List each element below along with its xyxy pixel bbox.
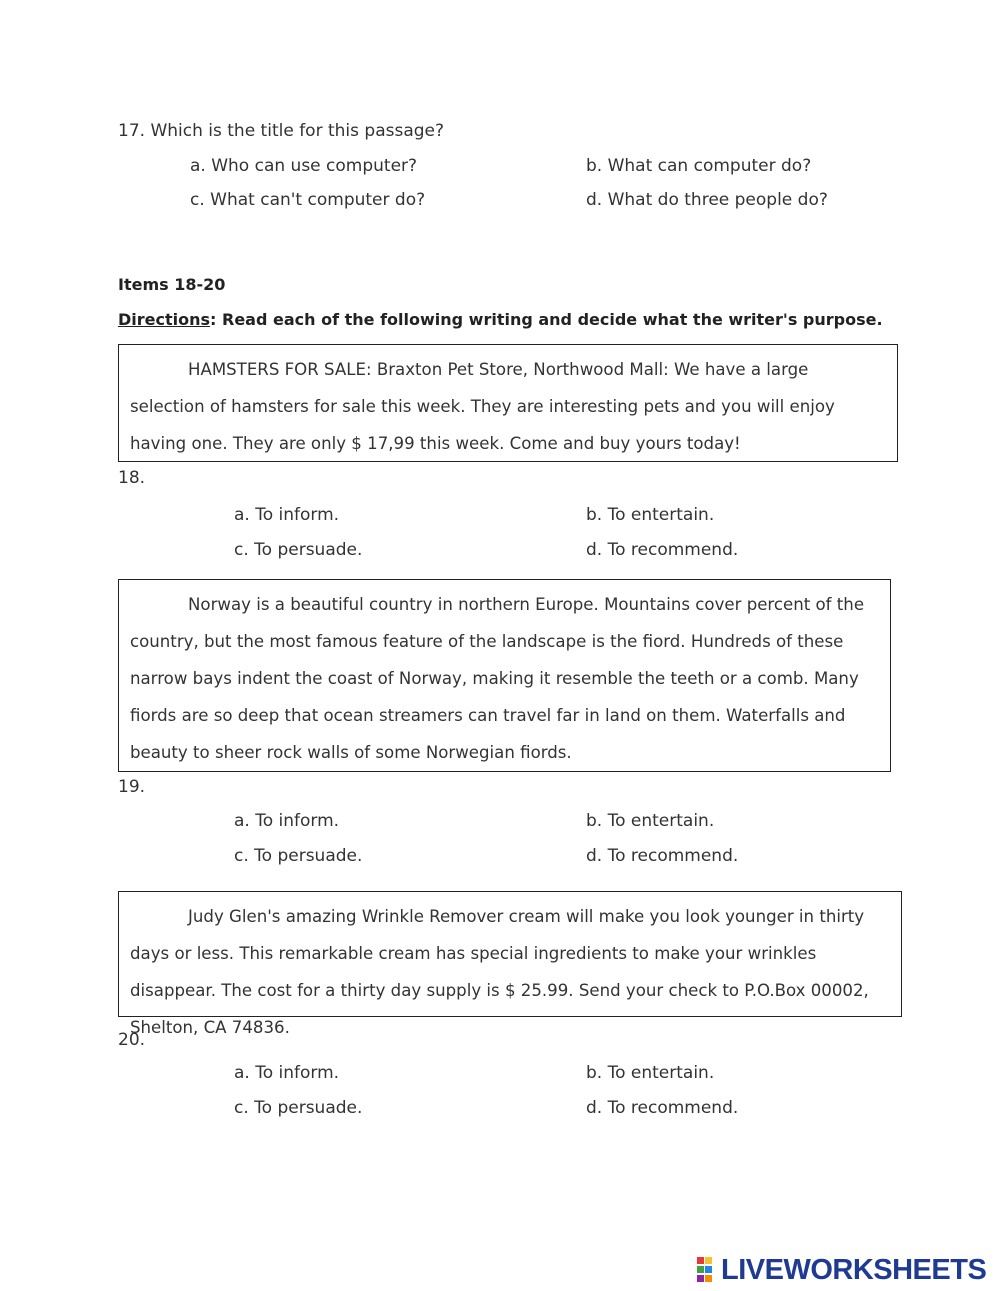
q18-option-b[interactable]: b. To entertain. [586, 505, 715, 525]
question-20-number: 20. [118, 1030, 146, 1050]
q20-option-a[interactable]: a. To inform. [234, 1063, 340, 1083]
q19-option-a[interactable]: a. To inform. [234, 811, 340, 831]
directions [118, 310, 883, 329]
passage-box-2 [118, 579, 891, 772]
q17-option-b[interactable]: b. What can computer do? [586, 156, 812, 176]
q20-option-d[interactable]: d. To recommend. [586, 1098, 739, 1118]
passage-box-3 [118, 891, 902, 1037]
passage-1-text: HAMSTERS FOR SALE: Braxton Pet Store, Northwood Mall: We have a large selection of hamsters for sale this week. They are interesting pets and you will enjoy having one. They are only $ 17,99 this week. Come and buy yours today! [130, 360, 835, 453]
q19-option-c[interactable]: c. To persuade. [234, 846, 363, 866]
question-19-number: 19. [118, 777, 146, 797]
section-heading: Items 18-20 [118, 275, 226, 294]
q19-option-b[interactable]: b. To entertain. [586, 811, 715, 831]
passage-3-text: Judy Glen's amazing Wrinkle Remover cream will make you look younger in thirty days or less. This remarkable cream has special ingredients to make your wrinkles disappear. The cost for a thirty day supply is $ 25.99. Send your check to P.O.Box 00002, Shelton, CA 74836. [130, 907, 869, 1037]
q18-option-c[interactable]: c. To persuade. [234, 540, 363, 560]
q20-option-b[interactable]: b. To entertain. [586, 1063, 715, 1083]
q20-option-c[interactable]: c. To persuade. [234, 1098, 363, 1118]
q18-option-d[interactable]: d. To recommend. [586, 540, 739, 560]
q18-option-a[interactable]: a. To inform. [234, 505, 340, 525]
passage-box-1 [118, 344, 898, 462]
passage-2-text: Norway is a beautiful country in northern Europe. Mountains cover percent of the country, but the most famous feature of the landscape is the fiord. Hundreds of these narrow bays indent the coast of Norway, making it resemble the teeth or a comb. Many fiords are so deep that ocean streamers can travel far in land on them. Waterfalls and beauty to sheer rock walls of some Norwegian fiords. [130, 595, 865, 762]
q17-option-c[interactable]: c. What can't computer do? [190, 190, 426, 210]
directions-label: Directions [118, 310, 211, 329]
liveworksheets-logo-text: LIVEWORKSHEETS [721, 1254, 987, 1286]
directions-text: : Read each of the following writing and decide what the writer's purpose. [210, 310, 883, 329]
q17-option-a[interactable]: a. Who can use computer? [190, 156, 418, 176]
liveworksheets-logo-icon [697, 1257, 721, 1283]
question-18-number: 18. [118, 468, 146, 488]
liveworksheets-logo [697, 1255, 986, 1285]
question-17: 17. Which is the title for this passage? [118, 121, 445, 141]
q19-option-d[interactable]: d. To recommend. [586, 846, 739, 866]
q17-option-d[interactable]: d. What do three people do? [586, 190, 828, 210]
